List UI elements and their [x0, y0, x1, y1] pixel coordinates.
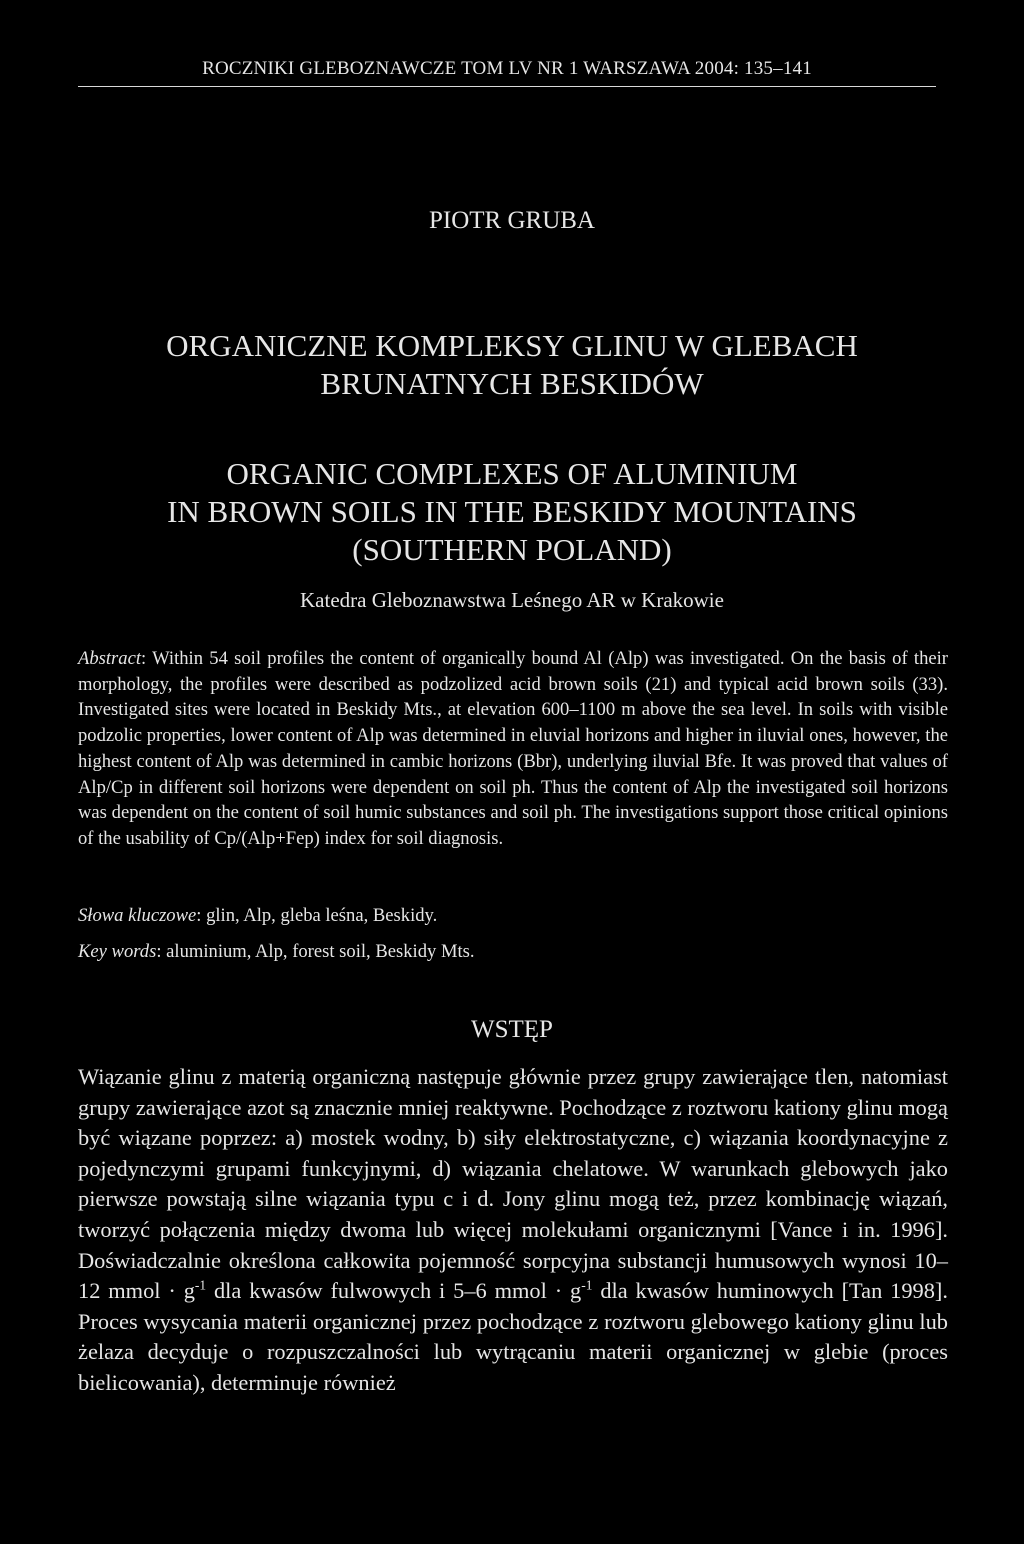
keywords-polish-text: glin, Alp, gleba leśna, Beskidy.: [206, 905, 438, 926]
keywords-english-text: aluminium, Alp, forest soil, Beskidy Mts.: [166, 941, 475, 962]
keywords-english: Key words: aluminium, Alp, forest soil, Beskidy Mts.: [78, 941, 475, 962]
title-polish-line-1: ORGANICZNE KOMPLEKSY GLINU W GLEBACH: [166, 328, 858, 363]
abstract: Abstract: Within 54 soil profiles the content of organically bound Al (Alp) was investigated. On the basis of their morphology, the profiles were described as podzolized acid brown soils (21) and typical acid brown soils (33). Investigated sites were located in Beskidy Mts., at elevation 600–1100 m above the sea level. In soils with visible podzolic properties, lower content of Alp was determined in eluvial horizons and higher in iluvial ones, however, the highest content of Alp was determined in cambic horizons (Bbr), underlying iluvial Bfe. It was proved that values of Alp/Cp in different soil horizons were dependent on soil ph. Thus the content of Alp the investigated soil horizons was dependent on the content of soil humic substances and soil ph. The investigations support those critical opinions of the usability of Cp/(Alp+Fep) index for soil diagnosis.: [78, 648, 948, 849]
title-polish-line-2: BRUNATNYCH BESKIDÓW: [320, 366, 704, 401]
title-english: [60, 455, 964, 569]
abstract-text: Within 54 soil profiles the content of organically bound Al (Alp) was investigated. On the basis of their morphology, the profiles were described as podzolized acid brown soils (21) and typical acid brown soils (33). Investigated sites were located in Beskidy Mts., at elevation 600–1100 m above the sea level. In soils with visible podzolic properties, lower content of Alp was determined in eluvial horizons and higher in iluvial ones, however, the highest content of Alp was determined in cambic horizons (Bbr), underlying iluvial Bfe. It was proved that values of Alp/Cp in different soil horizons were dependent on soil ph. Thus the content of Alp the investigated soil horizons was dependent on the content of soil humic substances and soil ph. The investigations support those critical opinions of the usability of Cp/(Alp+Fep) index for soil diagnosis.: [78, 648, 948, 849]
superscript-2: -1: [581, 1277, 593, 1293]
body-text-part-3: dla kwasów huminowych [Tan 1998]. Proces wysycania materii organicznej przez pochodzące z roztworu glebowego kationy glinu lub żelaza decyduje o rozpuszczalności lub wytrącaniu materii organicznej w glebie (proces bielicowania), determinuje również: [78, 1278, 948, 1395]
superscript-1: -1: [194, 1277, 207, 1293]
title-english-line-2: IN BROWN SOILS IN THE BESKIDY MOUNTAINS: [167, 494, 857, 529]
keywords-english-label: Key words: [78, 941, 157, 962]
running-header: ROCZNIKI GLEBOZNAWCZE TOM LV NR 1 WARSZAWA 2004: 135–141: [78, 58, 936, 87]
section-heading: WSTĘP: [471, 1016, 553, 1043]
abstract-label: Abstract: [78, 648, 142, 669]
body-paragraph: [78, 1062, 948, 1399]
keywords-polish-label: Słowa kluczowe: [78, 905, 197, 926]
title-english-line-1: ORGANIC COMPLEXES OF ALUMINIUM: [226, 456, 798, 491]
title-polish: [60, 327, 964, 403]
body-text-part-1: Wiązanie glinu z materią organiczną następuje głównie przez grupy zawierające tlen, natomiast grupy zawierające azot są znacznie mniej reaktywne. Pochodzące z roztworu kationy glinu mogą być wiązane poprzez: a) mostek wodny, b) siły elektrostatyczne, c) wiązania koordynacyjne z pojedynczymi grupami funkcyjnymi, d) wiązania chelatowe. W warunkach glebowych jako pierwsze powstają silne wiązania typu c i d. Jony glinu mogą też, przez kombinację wiązań, tworzyć połączenia między dwoma lub więcej molekułami organicznymi [Vance i in. 1996]. Doświadczalnie określona całkowita pojemność sorpcyjna substancji humusowych wynosi 10–12 mmol · g: [78, 1064, 948, 1304]
author-name: PIOTR GRUBA: [429, 207, 595, 234]
body-text-part-2: dla kwasów fulwowych i 5–6 mmol · g: [206, 1278, 582, 1304]
title-english-line-3: (SOUTHERN POLAND): [352, 532, 672, 567]
affiliation: Katedra Gleboznawstwa Leśnego AR w Krakowie: [300, 588, 724, 612]
keywords-polish: Słowa kluczowe: glin, Alp, gleba leśna, Beskidy.: [78, 905, 438, 926]
